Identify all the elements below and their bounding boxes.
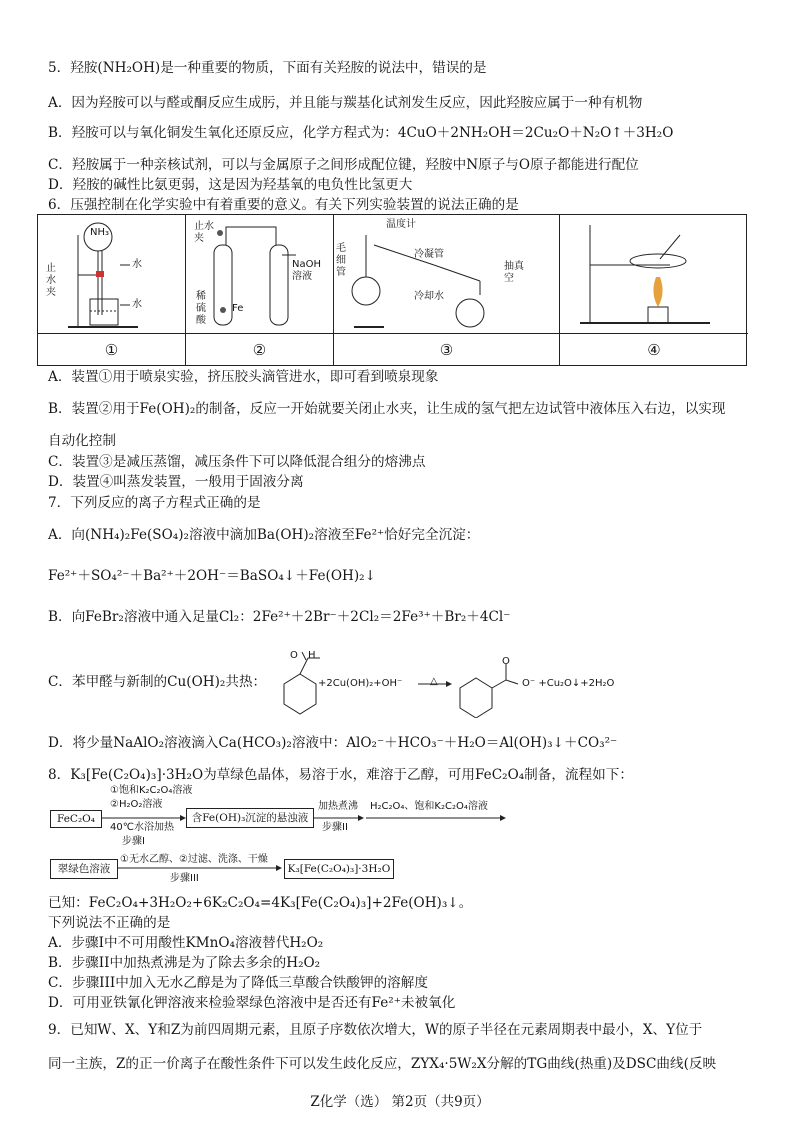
- step2-label: 步骤II: [322, 822, 348, 833]
- heat-delta-label: △: [430, 676, 438, 687]
- coolwater-label: 冷却水: [414, 291, 444, 302]
- step2-reagents: H₂C₂O₄、饱和K₂C₂O₄溶液: [370, 801, 488, 812]
- apparatus-number-1: ①: [38, 333, 186, 365]
- q9-line-2: 同一主族，Z的正一价离子在酸性条件下可以发生歧化反应，ZYX₄·5W₂X分解的TG曲线(热重)及DSC曲线(反映: [48, 1056, 717, 1072]
- fountain-apparatus-diagram: [38, 215, 186, 333]
- reagents-label: +2Cu(OH)₂+OH⁻: [318, 678, 403, 689]
- q5-stem: 5．羟胺(NH₂OH)是一种重要的物质，下面有关羟胺的说法中，错误的是: [48, 60, 487, 76]
- evaporation-apparatus-diagram: [560, 215, 748, 333]
- step1-label: 步骤I: [122, 836, 145, 847]
- flow-box-product: K₃[Fe(C₂O₄)₃]·3H₂O: [284, 859, 394, 879]
- stopclip-label: 止水夹: [46, 263, 56, 298]
- q8-option-a: A．步骤I中不可用酸性KMnO₄溶液替代H₂O₂: [48, 935, 324, 951]
- dilute-acid-label: 稀硫酸: [196, 291, 206, 326]
- q6-option-b-line1: B．装置②用于Fe(OH)₂的制备，反应一开始就要关闭止水夹，让生成的氢气把左边试管中液体压入右边，以实现: [48, 401, 726, 417]
- q5-option-c: C．羟胺属于一种亲核试剂，可以与金属原子之间形成配位键，羟胺中N原子与O原子都能进行配位: [48, 157, 639, 173]
- apparatus-table: [37, 214, 747, 366]
- q5-option-b: B．羟胺可以与氧化铜发生氧化还原反应，化学方程式为：4CuO＋2NH₂OH＝2Cu₂O＋N₂O↑＋3H₂O: [48, 125, 674, 141]
- apparatus-number-4: ④: [560, 333, 748, 365]
- flow-arrow-1: [102, 812, 186, 824]
- q5-option-a: A．因为羟胺可以与醛或酮反应生成肟，并且能与羰基化试剂发生反应，因此羟胺应属于一种有机物: [48, 95, 643, 111]
- step1-condition: 40℃水浴加热: [110, 822, 174, 833]
- apparatus-number-3: ③: [334, 333, 560, 365]
- naoh-label: NaOH溶液: [292, 259, 321, 282]
- step3-operations: ①无水乙醇、②过滤、洗涤、干燥: [120, 854, 268, 865]
- apparatus-4: [560, 215, 748, 333]
- q6-option-a: A．装置①用于喷泉实验，挤压胶头滴管进水，即可看到喷泉现象: [48, 369, 439, 385]
- q9-line-1: 9．已知W、X、Y和Z为前四周期元素，且原子序数依次增大，W的原子半径在元素周期表中最小，X、Y位于: [48, 1022, 703, 1038]
- water-label-1: 水: [132, 259, 142, 270]
- nh3-label: NH₃: [90, 227, 110, 238]
- capillary-label: 毛细管: [336, 243, 346, 278]
- q7-option-d: D．将少量NaAlO₂溶液滴入Ca(HCO₃)₂溶液中：AlO₂⁻＋HCO₃⁻＋H₂O＝Al(OH)₃↓＋CO₃²⁻: [48, 735, 618, 751]
- water-label-2: 水: [132, 299, 142, 310]
- q8-stem: 8．K₃[Fe(C₂O₄)₃]·3H₂O为草绿色晶体，易溶于水，难溶于乙醇，可用FeC₂O₄制备，流程如下：: [48, 767, 633, 783]
- q7-option-a: A．向(NH₄)₂Fe(SO₄)₂溶液中滴加Ba(OH)₂溶液至Fe²⁺恰好完全沉淀：: [48, 527, 480, 543]
- q7-option-a-equation: Fe²⁺＋SO₄²⁻＋Ba²⁺＋2OH⁻＝BaSO₄↓＋Fe(OH)₂↓: [48, 568, 376, 584]
- step1-reagent-1: ①饱和K₂C₂O₄溶液: [110, 785, 193, 796]
- step3-label: 步骤III: [170, 873, 199, 884]
- step1-reagent-2: ②H₂O₂溶液: [110, 799, 163, 810]
- q7-option-c: C．苯甲醛与新制的Cu(OH)₂共热：: [48, 674, 267, 690]
- apparatus-1: [38, 215, 186, 333]
- q8-option-d: D．可用亚铁氰化钾溶液来检验翠绿色溶液中是否还有Fe²⁺未被氧化: [48, 995, 456, 1011]
- carboxylate-o-label: O: [502, 656, 510, 667]
- q8-option-c: C．步骤III中加入无水乙醇是为了降低三草酸合铁酸钾的溶解度: [48, 975, 428, 991]
- step2-condition: 加热煮沸: [318, 801, 358, 812]
- q6-option-c: C．装置③是减压蒸馏，减压条件下可以降低混合组分的熔沸点: [48, 454, 426, 470]
- q7-option-b: B．向FeBr₂溶液中通入足量Cl₂：2Fe²⁺＋2Br⁻＋2Cl₂＝2Fe³⁺＋Br₂＋4Cl⁻: [48, 609, 511, 625]
- flow-arrow-4: [118, 862, 282, 874]
- fe-label: Fe: [232, 303, 244, 314]
- aldehyde-h-label: H: [308, 650, 316, 661]
- q8-option-b: B．步骤II中加热煮沸是为了除去多余的H₂O₂: [48, 955, 321, 971]
- apparatus-3: [334, 215, 560, 333]
- q6-option-d: D．装置④叫蒸发装置，一般用于固液分离: [48, 474, 304, 490]
- flow-box-suspension: 含Fe(OH)₃沉淀的悬浊液: [186, 808, 314, 828]
- stopclip-label-2: 止水夹: [194, 221, 214, 244]
- flow-arrow-3: [366, 812, 506, 824]
- flow-box-fec2o4: FeC₂O₄: [50, 810, 102, 828]
- q6-option-b-line2: 自动化控制: [48, 433, 116, 449]
- aldehyde-o-label: O: [290, 650, 298, 661]
- q7-stem: 7．下列反应的离子方程式正确的是: [48, 495, 261, 511]
- flow-box-green-solution: 翠绿色溶液: [50, 859, 118, 879]
- apparatus-2: [186, 215, 334, 333]
- q8-known: 已知：FeC₂O₄+3H₂O₂+6K₂C₂O₄=4K₃[Fe(C₂O₄)₃]+2Fe(OH)₃↓。: [48, 895, 473, 911]
- page-footer: Z化学（选） 第2页（共9页）: [310, 1094, 490, 1110]
- q5-option-d: D．羟胺的碱性比氨更弱，这是因为羟基氧的电负性比氢更大: [48, 177, 413, 193]
- vacuum-label: 抽真空: [504, 261, 524, 284]
- products-label: O⁻ +Cu₂O↓+2H₂O: [522, 678, 615, 689]
- q6-stem: 6．压强控制在化学实验中有着重要的意义。有关下列实验装置的说法正确的是: [48, 197, 519, 213]
- condenser-label: 冷凝管: [414, 249, 444, 260]
- q8-ask: 下列说法不正确的是: [48, 915, 171, 931]
- apparatus-number-2: ②: [186, 333, 334, 365]
- thermometer-label: 温度计: [386, 219, 416, 230]
